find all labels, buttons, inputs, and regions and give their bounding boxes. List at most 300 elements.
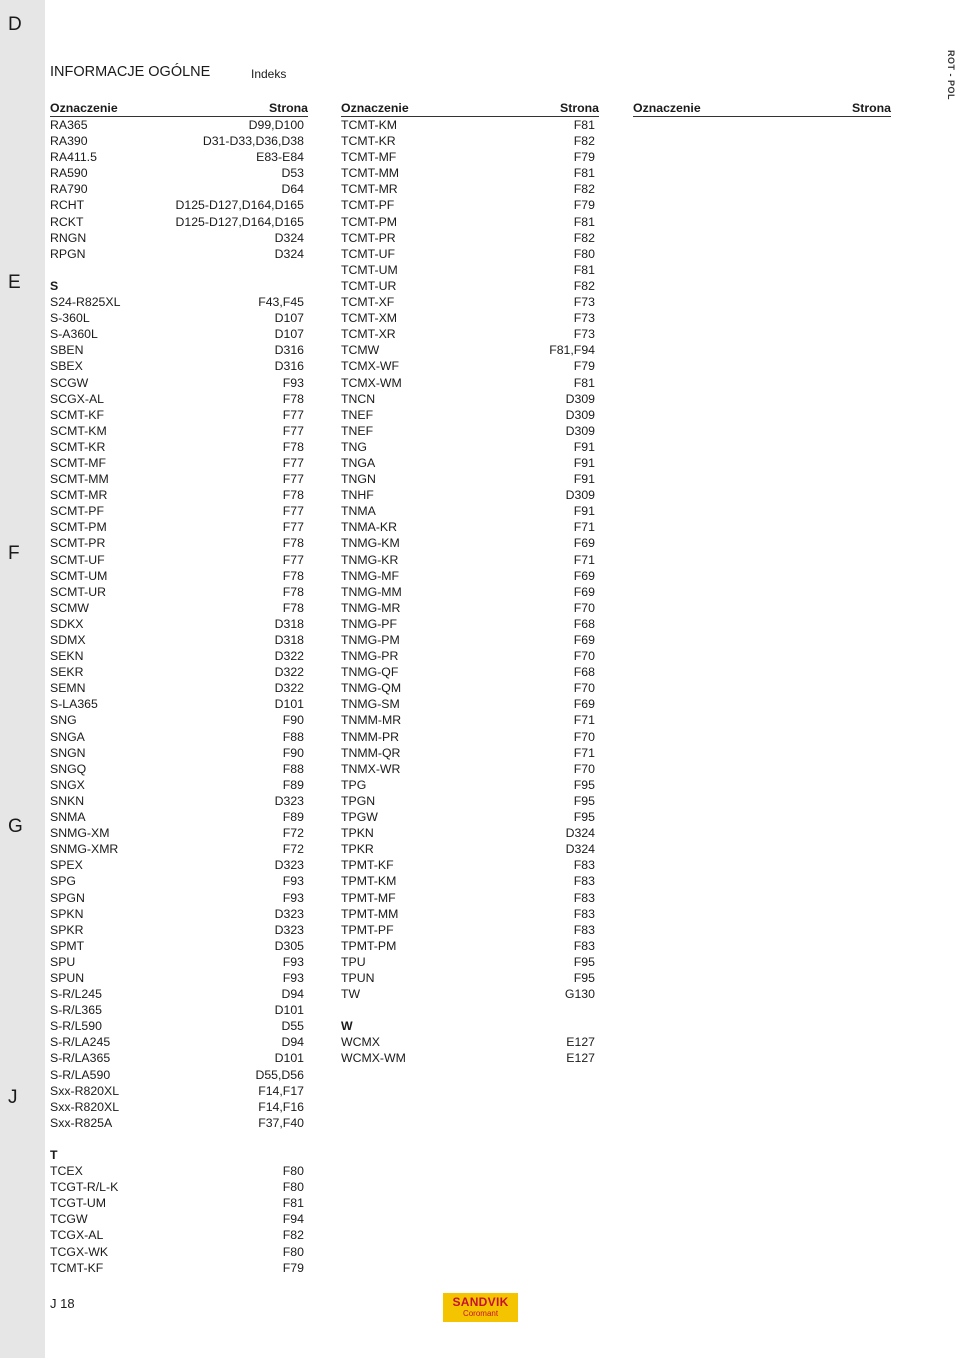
index-row	[341, 777, 599, 793]
index-row	[341, 535, 599, 551]
column-header	[633, 100, 891, 116]
page-reference: D101	[274, 1003, 304, 1018]
index-row	[50, 1034, 308, 1050]
designation: S-R/LA365	[50, 1051, 111, 1066]
page-reference: D318	[274, 633, 304, 647]
index-row	[50, 552, 308, 568]
index-row	[341, 729, 599, 745]
page-reference: F83	[573, 906, 595, 921]
page-reference: D316	[274, 343, 304, 358]
index-row	[50, 214, 308, 230]
designation: SCMT-UF	[50, 552, 105, 567]
page-reference: F83	[573, 922, 595, 937]
designation: TNCN	[341, 391, 376, 406]
designation: SPUN	[50, 970, 85, 985]
header-code-label: Oznaczenie	[633, 101, 701, 115]
section-letter-row	[50, 1147, 308, 1163]
page-reference: F78	[282, 584, 304, 599]
designation: RCHT	[50, 198, 85, 213]
designation: TPKN	[341, 826, 374, 841]
designation: TCMT-KR	[341, 134, 396, 149]
index-row	[341, 262, 599, 278]
designation: TPMT-PM	[341, 938, 397, 953]
page-reference: F72	[282, 826, 304, 841]
designation: S-LA365	[50, 697, 98, 712]
index-row	[50, 181, 308, 197]
index-row	[50, 857, 308, 873]
index-row	[50, 584, 308, 600]
page-reference: G130	[564, 987, 595, 1002]
index-row	[50, 1083, 308, 1099]
designation: S-R/L590	[50, 1019, 102, 1034]
designation: TPMT-MF	[341, 890, 396, 905]
page-reference: F71	[573, 713, 595, 728]
index-row	[341, 1034, 599, 1050]
designation: S-R/LA590	[50, 1067, 111, 1082]
index-row	[50, 1067, 308, 1083]
page-reference: F73	[573, 311, 595, 326]
header-page-label: Strona	[269, 101, 308, 115]
page-reference: D31-D33,D36,D38	[202, 134, 304, 149]
page-reference: F83	[573, 858, 595, 873]
page-reference: D322	[274, 649, 304, 664]
page-reference: F93	[282, 970, 304, 985]
page-reference: D323	[274, 793, 304, 808]
page-reference: F91	[573, 439, 595, 454]
designation: TW	[341, 987, 361, 1002]
designation: SCGX-AL	[50, 391, 104, 406]
index-row	[341, 342, 599, 358]
designation: SCMT-UR	[50, 584, 107, 599]
index-row	[50, 1211, 308, 1227]
index-row	[50, 600, 308, 616]
page-reference: D323	[274, 906, 304, 921]
index-row	[341, 519, 599, 535]
index-row	[50, 342, 308, 358]
designation: TNGN	[341, 472, 376, 487]
designation: Sxx-R820XL	[50, 1099, 120, 1114]
section-letter: T	[50, 1148, 58, 1162]
page-reference: F81	[282, 1196, 304, 1211]
page-reference: D125-D127,D164,D165	[175, 198, 304, 213]
index-row	[50, 986, 308, 1002]
index-row	[341, 809, 599, 825]
page-reference: D309	[565, 407, 595, 422]
designation: TCGX-WK	[50, 1244, 109, 1259]
designation: TPMT-KM	[341, 874, 397, 889]
index-row	[50, 1002, 308, 1018]
designation: SPEX	[50, 858, 83, 873]
index-row	[50, 294, 308, 310]
designation: TPGN	[341, 793, 376, 808]
page-title: INFORMACJE OGÓLNE	[50, 64, 211, 80]
page-reference: F79	[573, 150, 595, 165]
index-row	[50, 310, 308, 326]
header-page-label: Strona	[560, 101, 599, 115]
index-row	[341, 117, 599, 133]
document-code: ROT - POL	[946, 50, 956, 100]
page-reference: F79	[573, 359, 595, 374]
page-reference: D322	[274, 681, 304, 696]
header-code-label: Oznaczenie	[341, 101, 409, 115]
designation: TCMT-PR	[341, 230, 396, 245]
index-row	[341, 632, 599, 648]
page-reference: F69	[573, 697, 595, 712]
index-row	[341, 568, 599, 584]
page-reference: F90	[282, 745, 304, 760]
index-row	[341, 761, 599, 777]
designation: WCMX	[341, 1035, 380, 1050]
designation: TPMT-KF	[341, 858, 394, 873]
designation: TNMG-QF	[341, 665, 399, 680]
index-row	[50, 793, 308, 809]
index-row	[341, 326, 599, 342]
page-reference: F78	[282, 600, 304, 615]
page-reference: F93	[282, 375, 304, 390]
index-row	[50, 664, 308, 680]
index-row	[50, 391, 308, 407]
index-row	[341, 616, 599, 632]
index-row	[50, 455, 308, 471]
page-reference: F79	[282, 1260, 304, 1275]
page-reference: F93	[282, 890, 304, 905]
page-reference: F37,F40	[258, 1115, 304, 1130]
index-row	[50, 1244, 308, 1260]
index-row	[341, 664, 599, 680]
index-row	[341, 841, 599, 857]
index-row	[341, 712, 599, 728]
tab-letter-d[interactable]: D	[8, 14, 22, 35]
designation: SBEN	[50, 343, 84, 358]
index-column-2	[341, 100, 599, 1067]
index-row	[341, 552, 599, 568]
designation: TCMX-WF	[341, 359, 400, 374]
designation: TPKR	[341, 842, 374, 857]
column-header	[50, 100, 308, 116]
page-reference: F77	[282, 504, 304, 519]
designation: Sxx-R825A	[50, 1115, 113, 1130]
tab-letter-g[interactable]: G	[8, 816, 23, 837]
page-reference: F93	[282, 874, 304, 889]
section-letter: S	[50, 278, 59, 293]
designation: SNG	[50, 713, 77, 728]
designation: RA365	[50, 118, 88, 132]
index-row	[341, 149, 599, 165]
designation: TCMW	[341, 343, 380, 358]
designation: RA590	[50, 166, 88, 181]
designation: S-A360L	[50, 327, 98, 342]
designation: RA390	[50, 134, 88, 149]
designation: SNGX	[50, 777, 85, 792]
page-reference: F14,F16	[258, 1099, 304, 1114]
page-reference: F82	[573, 230, 595, 245]
index-row	[341, 825, 599, 841]
section-letter-row	[341, 1018, 599, 1034]
index-row	[341, 503, 599, 519]
logo-sub: Coromant	[462, 1309, 499, 1318]
section-letter: W	[341, 1019, 353, 1034]
page-reference: F94	[282, 1212, 304, 1227]
page-reference: F80	[282, 1180, 304, 1195]
page-reference: F79	[573, 198, 595, 213]
page-reference: F69	[573, 633, 595, 647]
index-row	[341, 745, 599, 761]
index-row	[50, 262, 308, 278]
index-row	[50, 680, 308, 696]
index-row	[50, 745, 308, 761]
page-reference: D324	[565, 842, 595, 857]
page-reference: F70	[573, 600, 595, 615]
designation: TCGW	[50, 1212, 88, 1227]
page-reference: D309	[565, 488, 595, 503]
designation: TCGT-UM	[50, 1196, 107, 1211]
designation: RA411.5	[50, 150, 97, 165]
designation: TCMT-XR	[341, 327, 396, 342]
index-row	[50, 841, 308, 857]
index-row	[50, 873, 308, 889]
page-reference: F82	[573, 182, 595, 197]
index-row	[50, 890, 308, 906]
index-row	[341, 680, 599, 696]
designation: TNMX-WR	[341, 761, 401, 776]
page-reference: F81	[573, 262, 595, 277]
index-row	[50, 938, 308, 954]
page-subtitle: Indeks	[251, 67, 287, 81]
designation: SEKN	[50, 649, 84, 664]
page-reference: D101	[274, 697, 304, 712]
page-reference: F81	[573, 166, 595, 181]
index-row	[341, 970, 599, 986]
designation: TCMT-PF	[341, 198, 395, 213]
page-reference: F91	[573, 472, 595, 487]
index-row	[50, 1227, 308, 1243]
designation: SCMT-PM	[50, 520, 107, 535]
designation: SNMA	[50, 810, 86, 825]
page-reference: F71	[573, 520, 595, 535]
designation: TPMT-PF	[341, 922, 394, 937]
page-reference: F81	[573, 214, 595, 229]
page-reference: F89	[282, 777, 304, 792]
page-reference: F70	[573, 681, 595, 696]
page-reference: F95	[573, 954, 595, 969]
page-reference: D324	[565, 826, 595, 841]
page-reference: E127	[566, 1051, 595, 1066]
index-row	[341, 181, 599, 197]
index-row	[341, 584, 599, 600]
index-row	[50, 487, 308, 503]
page-reference: F70	[573, 649, 595, 664]
page-reference: D55,D56	[255, 1067, 304, 1082]
index-row	[50, 906, 308, 922]
index-row	[50, 970, 308, 986]
index-column-3	[633, 100, 891, 117]
page-reference: F77	[282, 552, 304, 567]
designation: TCMT-UM	[341, 262, 398, 277]
index-row	[341, 214, 599, 230]
page-reference: F71	[573, 745, 595, 760]
designation: SCMT-MM	[50, 472, 109, 487]
designation: SNMG-XM	[50, 826, 110, 841]
page-reference: F82	[573, 134, 595, 149]
tab-letter-e[interactable]: E	[8, 272, 21, 293]
designation: S24-R825XL	[50, 295, 121, 310]
designation: SCMT-PF	[50, 504, 104, 519]
designation: SCMT-KF	[50, 407, 104, 422]
index-row	[50, 1131, 308, 1147]
designation: S-R/L245	[50, 987, 102, 1002]
page-reference: F78	[282, 391, 304, 406]
page-reference: F81	[573, 118, 595, 132]
page-reference: F77	[282, 520, 304, 535]
designation: SPKR	[50, 922, 84, 937]
page-reference: F95	[573, 793, 595, 808]
designation: TNMM-MR	[341, 713, 402, 728]
page-reference: F14,F17	[258, 1083, 304, 1098]
designation: SCMT-KR	[50, 439, 106, 454]
index-column-1	[50, 100, 308, 1276]
designation: SCMT-PR	[50, 536, 106, 551]
designation: TPMT-MM	[341, 906, 399, 921]
page-reference: F78	[282, 536, 304, 551]
index-row	[341, 1050, 599, 1066]
designation: TCGT-R/L-K	[50, 1180, 119, 1195]
page-reference: F78	[282, 488, 304, 503]
page-reference: D318	[274, 616, 304, 631]
designation: SPGN	[50, 890, 85, 905]
tab-letter-f[interactable]: F	[8, 543, 20, 564]
index-row	[50, 375, 308, 391]
index-row	[50, 1179, 308, 1195]
page-reference: F88	[282, 761, 304, 776]
index-row	[50, 568, 308, 584]
page-reference: F82	[282, 1228, 304, 1243]
index-row	[341, 600, 599, 616]
designation: SDKX	[50, 616, 84, 631]
page-reference: D316	[274, 359, 304, 374]
index-row	[341, 391, 599, 407]
index-row	[341, 230, 599, 246]
designation: SPMT	[50, 938, 85, 953]
designation: SCMT-MF	[50, 455, 107, 470]
page-reference: F80	[282, 1164, 304, 1179]
header-page-label: Strona	[852, 101, 891, 115]
index-row	[341, 922, 599, 938]
page-reference: F80	[282, 1244, 304, 1259]
designation: RA790	[50, 182, 88, 197]
designation: SNGQ	[50, 761, 87, 776]
designation: TNMG-MF	[341, 568, 400, 583]
header-rule	[633, 116, 891, 117]
page-reference: D107	[274, 311, 304, 326]
index-row	[50, 246, 308, 262]
page-reference: D53	[281, 166, 304, 181]
index-row	[341, 423, 599, 439]
designation: TNMG-PR	[341, 649, 399, 664]
index-row	[341, 793, 599, 809]
designation: TNMG-SM	[341, 697, 400, 712]
index-row	[341, 986, 599, 1002]
page-reference: F78	[282, 568, 304, 583]
designation: S-360L	[50, 311, 90, 326]
index-row	[50, 712, 308, 728]
page-reference: D125-D127,D164,D165	[175, 214, 304, 229]
index-row	[50, 1018, 308, 1034]
designation: SNGN	[50, 745, 86, 760]
index-row	[50, 1260, 308, 1276]
index-row	[341, 246, 599, 262]
index-row	[341, 906, 599, 922]
designation: TCMT-UF	[341, 246, 395, 261]
index-row	[50, 165, 308, 181]
tab-letter-j[interactable]: J	[8, 1087, 18, 1108]
page-reference: D309	[565, 391, 595, 406]
index-row	[341, 954, 599, 970]
page-reference: D305	[274, 938, 304, 953]
index-row	[341, 696, 599, 712]
designation: SPG	[50, 874, 76, 889]
page-reference: F91	[573, 504, 595, 519]
page-reference: F88	[282, 729, 304, 744]
index-row	[341, 278, 599, 294]
designation: SBEX	[50, 359, 83, 374]
page-reference: D94	[281, 1035, 304, 1050]
designation: TNMG-PF	[341, 616, 398, 631]
index-row	[341, 165, 599, 181]
index-row	[341, 857, 599, 873]
page-number: J 18	[50, 1296, 75, 1311]
page-reference: D94	[281, 987, 304, 1002]
page-reference: D324	[274, 246, 304, 261]
page-reference: F70	[573, 729, 595, 744]
index-row	[50, 825, 308, 841]
page-reference: E127	[566, 1035, 595, 1050]
designation: TCMT-KM	[341, 118, 398, 132]
index-row	[50, 407, 308, 423]
column-header	[341, 100, 599, 116]
designation: TNMG-KR	[341, 552, 399, 567]
page-reference: D324	[274, 230, 304, 245]
index-row	[50, 777, 308, 793]
designation: TNGA	[341, 455, 376, 470]
index-row	[341, 648, 599, 664]
page-reference: E83-E84	[256, 150, 304, 165]
index-row	[341, 439, 599, 455]
designation: TNMA	[341, 504, 376, 519]
designation: TCMT-MF	[341, 150, 397, 165]
index-row	[50, 133, 308, 149]
index-row	[50, 149, 308, 165]
side-index-tab	[0, 0, 45, 1358]
index-row	[50, 197, 308, 213]
designation: TNMG-PM	[341, 633, 400, 647]
index-row	[341, 407, 599, 423]
designation: TNMG-QM	[341, 681, 402, 696]
designation: TNMG-KM	[341, 536, 400, 551]
page-reference: D309	[565, 423, 595, 438]
page-reference: D55	[281, 1019, 304, 1034]
designation: TNG	[341, 439, 367, 454]
index-row	[50, 954, 308, 970]
designation: RCKT	[50, 214, 84, 229]
section-letter-row	[50, 278, 308, 294]
index-row	[50, 326, 308, 342]
index-row	[50, 729, 308, 745]
page-reference: F69	[573, 584, 595, 599]
page-reference: F77	[282, 455, 304, 470]
page-reference: F72	[282, 842, 304, 857]
designation: TCMT-KF	[50, 1260, 104, 1275]
page-reference: F95	[573, 810, 595, 825]
